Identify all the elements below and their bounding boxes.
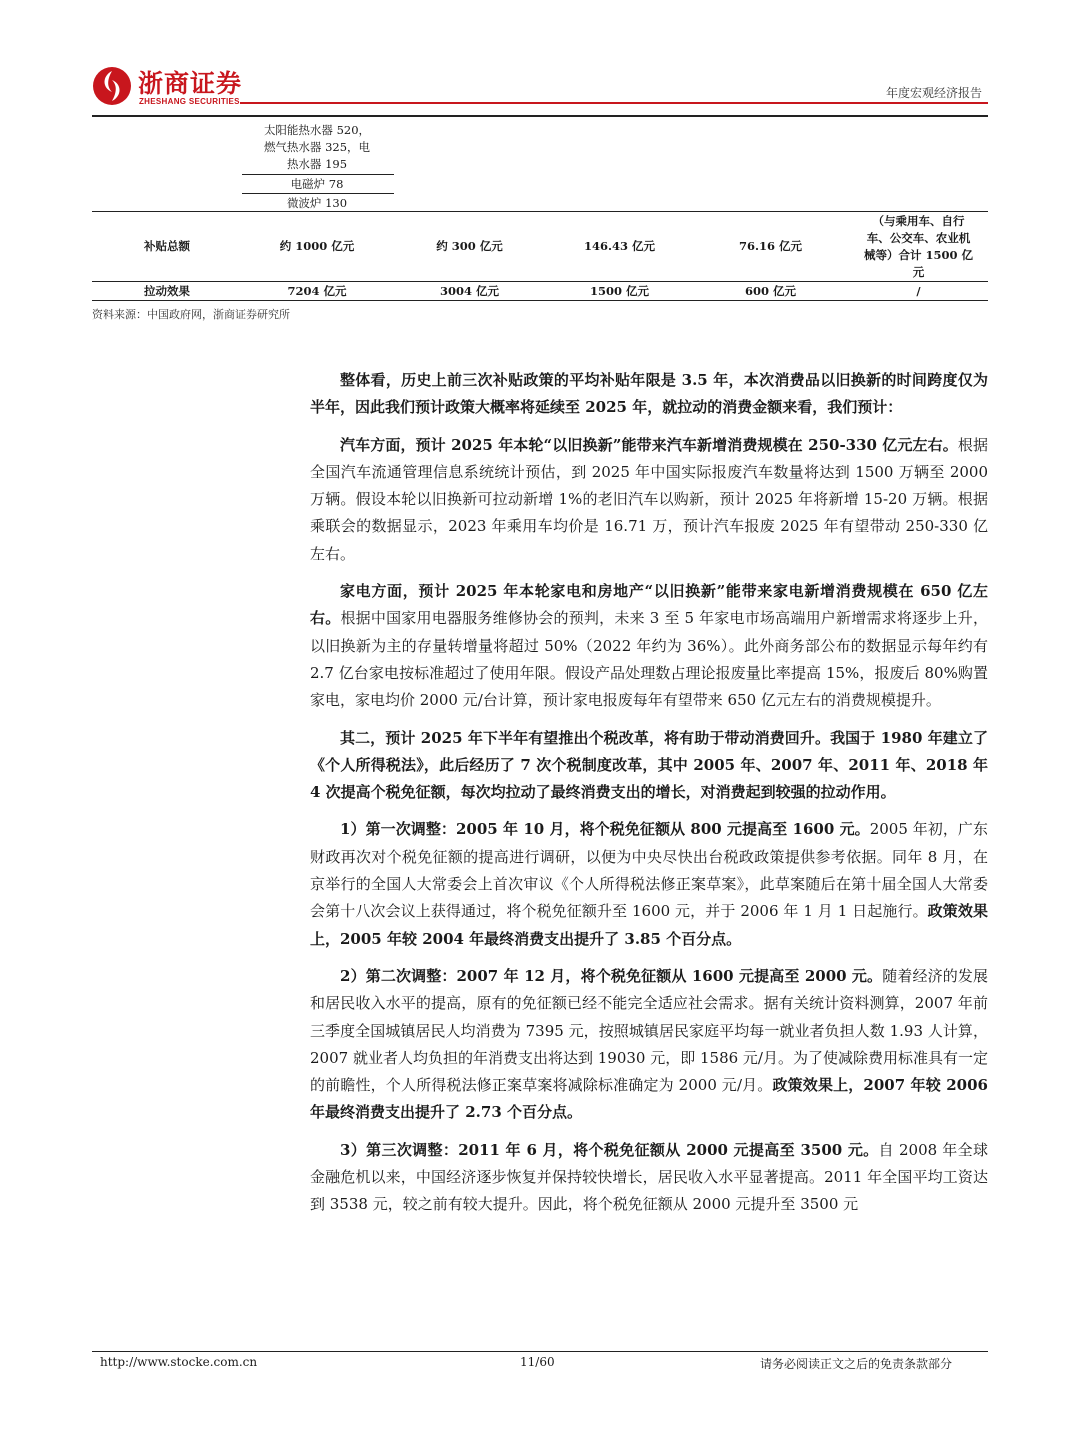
paragraph-text: 其二，预计 2025 年下半年有望推出个税改革，将有助于带动消费回升。我国于 1980 年建立了《个人所得税法》，此后经历了 7 次个税制度改革，其中 2005 年、2007 年、2011 年、2018 年 4 次提高个税免征额，每次均拉动了最终消费支出的增长，对消费起到较强的拉动作用。 (310, 728, 988, 802)
header-rule-black (92, 115, 988, 117)
brand-name-en: ZHESHANG SECURITIES (139, 97, 240, 106)
table-cell: 3004 亿元 (439, 284, 499, 298)
table-cell: 76.16 亿元 (738, 239, 802, 253)
table-inner-rule (242, 174, 394, 175)
table-inner-rule (242, 193, 394, 194)
paragraph-text: 根据中国家用电器服务维修协会的预判，未来 3 至 5 年家电市场高端用户新增需求将逐步上升，以旧换新为主的存量转增量将超过 50%（2022 年约为 36%）。此外商务部公布的数据显示每年约有 2.7 亿台家电按标准超过了使用年限。假设产品处理数占理论报废量比率提高 15%，报废后 80%购置家电，家电均价 2000 元/台计算，预计家电报废每年有望带来 650 亿元左右的消费规模提升。 (310, 609, 988, 710)
brand-name-cn: 浙商证券 (138, 69, 243, 98)
footer-url-link[interactable]: http://www.stocke.com.cn (100, 1355, 258, 1369)
page-number: 11/60 (520, 1355, 555, 1369)
table-cell: 械等）合计 1500 亿 (863, 248, 973, 262)
table-rule (92, 281, 988, 282)
paragraph (310, 578, 988, 714)
footer-disclaimer: 请务必阅读正文之后的免责条款部分 (760, 1357, 953, 1371)
table-cell: 约 300 亿元 (436, 239, 503, 253)
paragraph-lead: 1）第一次调整：2005 年 10 月，将个税免征额从 800 元提高至 1600 元。 (340, 820, 870, 839)
header-rule-red (240, 102, 988, 104)
paragraph-lead: 汽车方面，预计 2025 年本轮“以旧换新”能带来汽车新增消费规模在 250-330 亿元左右。 (340, 435, 958, 454)
paragraph-conclusion: 政策效果上，2007 年较 2006 年最终消费支出提升了 2.73 个百分点。 (310, 1076, 988, 1122)
table-cell: 600 亿元 (744, 284, 796, 298)
table-rule (92, 211, 988, 212)
appliance-item: 微波炉 130 (286, 196, 348, 210)
body-text (310, 367, 988, 1229)
table-cell: / (916, 284, 921, 298)
appliance-item: 太阳能热水器 520， (263, 123, 371, 137)
paragraph-conclusion: 政策效果上，2005 年较 2004 年最终消费支出提升了 3.85 个百分点。 (310, 902, 988, 948)
row-label-effect: 拉动效果 (144, 284, 190, 298)
appliance-item: 热水器 195 (286, 157, 348, 171)
table-cell: 车、公交车、农业机 (866, 231, 971, 245)
report-type-label: 年度宏观经济报告 (885, 86, 982, 100)
brand-logo-icon (92, 66, 132, 106)
appliance-item: 电磁炉 78 (290, 177, 344, 191)
paragraph (310, 725, 988, 807)
table-source: 资料来源：中国政府网，浙商证券研究所 (92, 308, 290, 321)
table-cell: 7204 亿元 (287, 284, 347, 298)
paragraph (310, 432, 988, 568)
footer-rule (92, 1351, 988, 1352)
paragraph-text: 随着经济的发展和居民收入水平的提高，原有的免征额已经不能完全适应社会需求。据有关统计资料测算，2007 年前三季度全国城镇居民人均消费为 7395 元，按照城镇居民家庭平均每一就业者负担人数 1.93 人计算，2007 就业者人均负担的年消费支出将达到 19030 元，即 1586 元/月。为了使减除费用标准具有一定的前瞻性，个人所得税法修正案草案将减除标准确定为 2000 元/月。 (310, 966, 988, 1095)
appliance-item: 燃气热水器 325，电 (263, 140, 371, 154)
table-cell: 146.43 亿元 (583, 239, 655, 253)
paragraph-text: 根据全国汽车流通管理信息系统统计预估，到 2025 年中国实际报废汽车数量将达到 1500 万辆至 2000 万辆。假设本轮以旧换新可拉动新增 1%的老旧汽车以购新，预计 2025 年将新增 15-20 万辆。根据乘联会的数据显示，2023 年乘用车均价是 16.71 万，预计汽车报废 2025 年有望带动 250-330 亿左右。 (310, 435, 988, 563)
paragraph (310, 816, 988, 952)
table-cell: 元 (912, 265, 925, 279)
paragraph-lead: 2）第二次调整：2007 年 12 月，将个税免征额从 1600 元提高至 2000 元。 (340, 966, 883, 985)
brand-logo (92, 62, 252, 112)
paragraph-text: 自 2008 年全球金融危机以来，中国经济逐步恢复并保持较快增长，居民收入水平显著提高。2011 年全国平均工资达到 3538 元，较之前有较大提升。因此，将个税免征额从 2000 元提升至 3500 元 (310, 1140, 988, 1214)
table-rule (92, 300, 988, 301)
paragraph (310, 367, 988, 422)
page-header (92, 62, 988, 120)
subsidy-table (92, 120, 988, 305)
table-cell: 约 1000 亿元 (279, 239, 355, 253)
paragraph (310, 963, 988, 1127)
row-label-subsidy: 补贴总额 (144, 239, 190, 253)
paragraph-text: 2005 年初，广东财政再次对个税免征额的提高进行调研，以便为中央尽快出台税政政策提供参考依据。同年 8 月，在京举行的全国人大常委会上首次审议《个人所得税法修正案草案》，此草案随后在第十届全国人大常委会第十八次会议上获得通过，将个税免征额升至 1600 元，并于 2006 年 1 月 1 日起施行。 (310, 820, 988, 921)
table-cell: 1500 亿元 (589, 284, 649, 298)
paragraph-text: 整体看，历史上前三次补贴政策的平均补贴年限是 3.5 年，本次消费品以旧换新的时间跨度仅为半年，因此我们预计政策大概率将延续至 2025 年，就拉动的消费金额来看，我们预计： (310, 371, 988, 417)
paragraph (310, 1137, 988, 1219)
paragraph-lead: 家电方面，预计 2025 年本轮家电和房地产“以旧换新”能带来家电新增消费规模在 650 亿左右。 (310, 582, 988, 628)
table-cell: （与乘用车、自行 (872, 214, 965, 228)
paragraph-lead: 3）第三次调整：2011 年 6 月，将个税免征额从 2000 元提高至 3500 元。 (340, 1140, 879, 1159)
